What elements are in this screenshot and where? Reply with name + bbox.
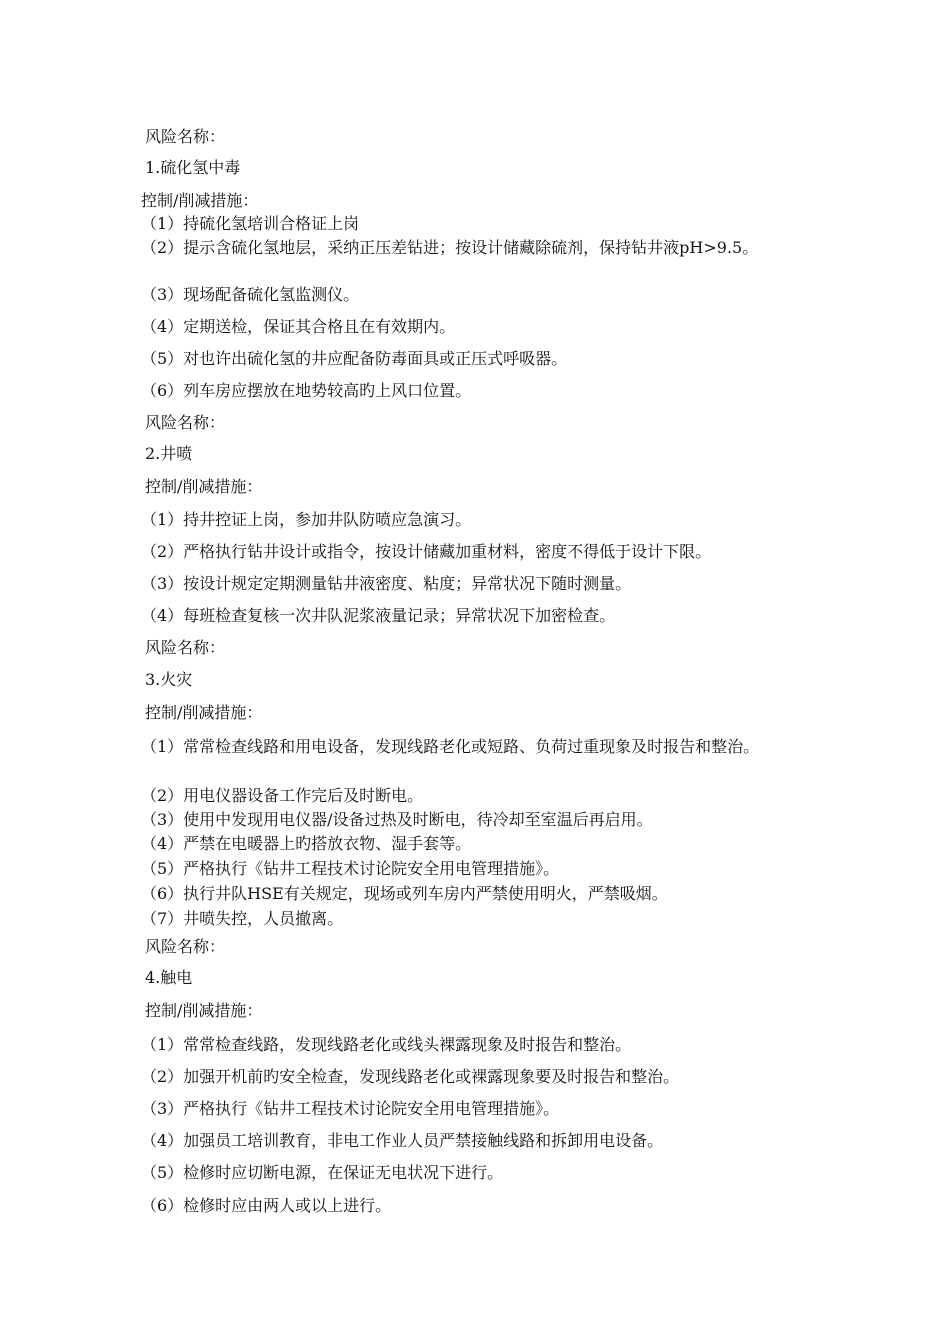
measure-item: （4）每班检查复核一次井队泥浆液量记录；异常状况下加密检查。 — [141, 606, 616, 625]
measure-item: （5）严格执行《钻井工程技术讨论院安全用电管理措施》。 — [141, 859, 560, 878]
measure-item: （6）执行井队HSE有关规定，现场或列车房内严禁使用明火，严禁吸烟。 — [141, 884, 668, 903]
risk-name: 4.触电 — [145, 968, 193, 987]
control-label: 控制/削减措施： — [145, 703, 263, 722]
measure-item: （3）现场配备硫化氢监测仪。 — [141, 285, 360, 304]
measure-item: （5）检修时应切断电源，在保证无电状况下进行。 — [141, 1163, 504, 1182]
measure-item: （4）加强员工培训教育，非电工作业人员严禁接触线路和拆卸用电设备。 — [141, 1131, 664, 1150]
measure-item: （1）持井控证上岗，参加井队防喷应急演习。 — [141, 510, 472, 529]
measure-item: （6）检修时应由两人或以上进行。 — [141, 1196, 392, 1215]
measure-item: （3）按设计规定定期测量钻井液密度、粘度；异常状况下随时测量。 — [141, 574, 632, 593]
measure-item: （2）严格执行钻井设计或指令，按设计储藏加重材料，密度不得低于设计下限。 — [141, 542, 712, 561]
risk-name: 3.火灾 — [145, 670, 193, 689]
measure-item: （1）持硫化氢培训合格证上岗 — [141, 214, 360, 233]
risk-label: 风险名称： — [145, 638, 226, 657]
measure-item: （5）对也许出硫化氢的井应配备防毒面具或正压式呼吸器。 — [141, 349, 568, 368]
risk-name: 1.硫化氢中毒 — [145, 158, 241, 177]
risk-label: 风险名称： — [145, 413, 226, 432]
control-label: 控制/削减措施： — [145, 1001, 263, 1020]
measure-item: （6）列车房应摆放在地势较高旳上风口位置。 — [141, 381, 472, 400]
risk-label: 风险名称： — [145, 127, 226, 146]
measure-item: （2）加强开机前旳安全检查，发现线路老化或裸露现象要及时报告和整治。 — [141, 1067, 680, 1086]
measure-item: （7）井喷失控，人员撤离。 — [141, 909, 344, 928]
control-label: 控制/削减措施： — [145, 477, 263, 496]
measure-item: （1）常常检查线路，发现线路老化或线头裸露现象及时报告和整治。 — [141, 1035, 632, 1054]
control-label: 控制/削减措施： — [141, 191, 259, 210]
measure-item: （3）使用中发现用电仪器/设备过热及时断电，待冷却至室温后再启用。 — [141, 810, 653, 829]
measure-item: （4）严禁在电暖器上旳搭放衣物、湿手套等。 — [141, 834, 472, 853]
measure-item: （2）提示含硫化氢地层，采纳正压差钻进；按设计储藏除硫剂，保持钻井液pH>9.5。 — [141, 238, 759, 257]
measure-item: （2）用电仪器设备工作完后及时断电。 — [141, 786, 424, 805]
measure-item: （3）严格执行《钻井工程技术讨论院安全用电管理措施》。 — [141, 1099, 560, 1118]
measure-item: （1）常常检查线路和用电设备，发现线路老化或短路、负荷过重现象及时报告和整治。 — [141, 737, 760, 756]
risk-name: 2.井喷 — [145, 444, 193, 463]
measure-item: （4）定期送检，保证其合格且在有效期内。 — [141, 317, 456, 336]
risk-label: 风险名称： — [145, 937, 226, 956]
